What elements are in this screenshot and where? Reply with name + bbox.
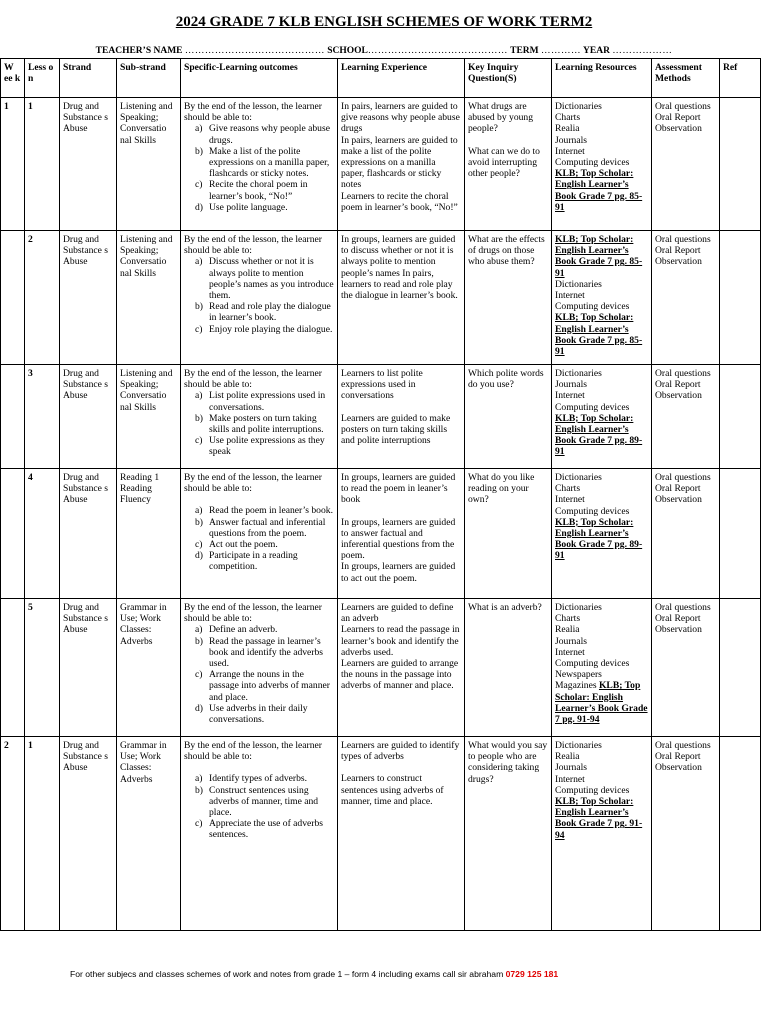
assessment-method: Observation xyxy=(655,624,702,636)
resource-book-link: KLB; Top Scholar: English Learner’s Book Grade 7 pg. 85-91 xyxy=(555,168,643,213)
resource-item: Journals xyxy=(555,134,587,146)
resource-item: Internet xyxy=(555,390,585,402)
inquiry-question: What can we do to avoid interrupting other people? xyxy=(468,145,540,180)
strand-cell: Drug and Substance s Abuse xyxy=(60,365,117,469)
assessment-method: Oral Report xyxy=(655,751,701,763)
table-header-row xyxy=(1,59,761,98)
experience-cell xyxy=(338,599,465,737)
footer-phone: 0729 125 181 xyxy=(505,969,559,979)
spacer xyxy=(468,135,548,146)
outcomes-cell xyxy=(181,599,338,737)
strand-cell: Drug and Substance s Abuse xyxy=(60,737,117,931)
assessment-method: Oral questions xyxy=(655,602,711,613)
outcomes-intro: By the end of the lesson, the learner should be able to: xyxy=(184,602,322,625)
experience-line: In pairs, learners are guided to give reasons why people abuse drugs xyxy=(341,101,460,135)
week-cell xyxy=(1,469,25,599)
inquiry-question: What would you say to people who are considering taking drugs? xyxy=(468,740,548,785)
resource-item: Charts xyxy=(555,112,581,124)
outcomes-list xyxy=(184,624,334,725)
outcome-item: a) Define an adverb. xyxy=(209,624,334,635)
experience-line: Learners to recite the choral poem in learner’s book, “No!” xyxy=(341,190,458,213)
outcome-item: d) Participate in a reading competition. xyxy=(209,550,334,572)
ref-cell xyxy=(720,469,761,599)
strand-cell: Drug and Substance s Abuse xyxy=(60,98,117,231)
inquiry-question: What drugs are abused by young people? xyxy=(468,101,534,135)
document-title: 2024 GRADE 7 KLB ENGLISH SCHEMES OF WORK TERM2 xyxy=(175,14,593,30)
resource-item: Dictionaries xyxy=(555,368,602,379)
inquiry-question: Which polite words do you use? xyxy=(468,368,544,391)
inquiry-cell xyxy=(465,737,552,931)
ref-cell xyxy=(720,231,761,365)
inquiry-question: What do you like reading on your own? xyxy=(468,472,535,506)
table-row xyxy=(1,599,761,737)
year-field: ……………… xyxy=(612,46,673,56)
assessment-cell xyxy=(652,599,720,737)
assessment-cell xyxy=(652,98,720,231)
col-ref: Ref xyxy=(720,59,761,98)
year-label: YEAR xyxy=(583,46,610,56)
outcomes-list xyxy=(184,123,334,213)
strand-cell: Drug and Substance s Abuse xyxy=(60,231,117,365)
col-resources: Learning Resources xyxy=(552,59,652,98)
resource-line xyxy=(555,680,648,725)
substrand-cell: Grammar in Use; Work Classes: Adverbs xyxy=(117,599,181,737)
footer-text: For other subjecs and classes schemes of work and notes from grade 1 – form 4 including exams call sir abraham xyxy=(70,969,504,979)
assessment-cell xyxy=(652,737,720,931)
outcomes-intro: By the end of the lesson, the learner should be able to: xyxy=(184,472,322,495)
substrand-cell: Reading 1 Reading Fluency xyxy=(117,469,181,599)
resource-item: Dictionaries xyxy=(555,740,602,751)
outcomes-list xyxy=(184,390,334,457)
lesson-cell: 5 xyxy=(25,599,60,737)
ref-cell xyxy=(720,737,761,931)
assessment-method: Observation xyxy=(655,494,702,506)
footer-note xyxy=(70,969,558,979)
resources-cell xyxy=(552,365,652,469)
school-field: …………………………………… xyxy=(367,46,508,56)
week-cell xyxy=(1,365,25,469)
outcome-item: d) Use adverbs in their daily conversations. xyxy=(209,703,334,725)
resource-item: Realia xyxy=(555,751,580,763)
experience-line: In pairs, learners are guided to make a list of the polite expressions on a manilla paper, flashcards or sticky notes xyxy=(341,134,458,191)
lesson-cell: 1 xyxy=(25,737,60,931)
term-field: ………… xyxy=(541,46,581,56)
outcome-item: b) Read the passage in learner’s book and identify the adverbs used. xyxy=(209,636,334,670)
assessment-method: Observation xyxy=(655,390,702,402)
lesson-cell: 2 xyxy=(25,231,60,365)
experience-cell xyxy=(338,737,465,931)
outcome-item: b) Read and role play the dialogue in learner’s book. xyxy=(209,301,334,323)
resource-item: Computing devices xyxy=(555,658,630,670)
resource-item: Internet xyxy=(555,773,585,785)
inquiry-cell xyxy=(465,365,552,469)
resource-book-link: KLB; Top Scholar: English Learner’s Book Grade 7 pg. 85-91 xyxy=(555,312,643,358)
ref-cell xyxy=(720,365,761,469)
spacer xyxy=(184,762,334,773)
outcomes-list xyxy=(184,505,334,572)
outcomes-cell xyxy=(181,737,338,931)
assessment-method: Oral Report xyxy=(655,613,701,625)
table-row xyxy=(1,469,761,599)
resources-cell xyxy=(552,231,652,365)
week-cell xyxy=(1,231,25,365)
ref-cell xyxy=(720,98,761,231)
substrand-cell: Listening and Speaking; Conversatio nal Skills xyxy=(117,365,181,469)
assessment-method: Oral questions xyxy=(655,740,711,751)
assessment-method: Oral Report xyxy=(655,112,701,124)
experience-cell xyxy=(338,365,465,469)
week-cell xyxy=(1,599,25,737)
resource-book-link: KLB; Top Scholar: English Learner’s Book Grade 7 pg. 91-94 xyxy=(555,796,643,841)
experience-cell xyxy=(338,469,465,599)
resource-item: Dictionaries xyxy=(555,472,602,483)
resource-item: Realia xyxy=(555,624,580,636)
strand-cell: Drug and Substance s Abuse xyxy=(60,469,117,599)
assessment-method: Observation xyxy=(655,256,702,268)
outcomes-list xyxy=(184,773,334,840)
experience-line: Learners are guided to identify types of adverbs xyxy=(341,740,460,763)
outcome-item: a) Discuss whether or not it is always polite to mention people’s names as you introduce them. xyxy=(209,256,334,301)
outcomes-cell xyxy=(181,365,338,469)
spacer xyxy=(341,762,461,773)
lesson-cell: 1 xyxy=(25,98,60,231)
inquiry-question: What is an adverb? xyxy=(468,602,542,613)
outcomes-cell xyxy=(181,469,338,599)
lesson-cell: 3 xyxy=(25,365,60,469)
experience-line: Learners to list polite expressions used in conversations xyxy=(341,368,423,402)
resources-cell xyxy=(552,469,652,599)
spacer xyxy=(341,506,461,517)
header-fields xyxy=(0,46,768,56)
outcome-item: c) Appreciate the use of adverbs sentences. xyxy=(209,818,334,840)
experience-cell xyxy=(338,98,465,231)
resource-item: Computing devices xyxy=(555,505,630,517)
col-experience: Learning Experience xyxy=(338,59,465,98)
outcomes-intro: By the end of the lesson, the learner should be able to: xyxy=(184,740,322,763)
substrand-cell: Listening and Speaking; Conversatio nal Skills xyxy=(117,98,181,231)
assessment-method: Oral Report xyxy=(655,379,701,391)
col-inquiry: Key Inquiry Question(S) xyxy=(465,59,552,98)
outcome-item: c) Arrange the nouns in the passage into adverbs of manner and place. xyxy=(209,669,334,703)
inquiry-cell xyxy=(465,231,552,365)
assessment-cell xyxy=(652,365,720,469)
resource-item: Computing devices xyxy=(555,157,630,169)
outcomes-intro: By the end of the lesson, the learner should be able to: xyxy=(184,234,322,257)
resource-item: Internet xyxy=(555,290,585,302)
outcomes-intro: By the end of the lesson, the learner should be able to: xyxy=(184,368,322,391)
col-substrand: Sub-strand xyxy=(117,59,181,98)
outcome-item: d) Use polite language. xyxy=(209,202,334,213)
col-week: W ee k xyxy=(1,59,25,98)
resource-item: Journals xyxy=(555,762,587,774)
outcome-item: b) Make posters on turn taking skills and polite interruptions. xyxy=(209,413,334,435)
assessment-method: Oral questions xyxy=(655,368,711,379)
resource-item: Internet xyxy=(555,145,585,157)
resource-item: Magazines xyxy=(555,680,597,692)
assessment-method: Oral questions xyxy=(655,472,711,483)
outcome-item: b) Make a list of the polite expressions on a manilla paper, flashcards or sticky notes. xyxy=(209,146,334,180)
experience-line: Learners to construct sentences using adverbs of manner, time and place. xyxy=(341,773,444,807)
resource-book-link: KLB; Top Scholar: English Learner’s Book Grade 7 pg. 89-91 xyxy=(555,412,643,458)
substrand-cell: Grammar in Use; Work Classes: Adverbs xyxy=(117,737,181,931)
outcome-item: c) Act out the poem. xyxy=(209,539,334,550)
inquiry-cell xyxy=(465,98,552,231)
resource-item: Computing devices xyxy=(555,784,630,796)
experience-line: Learners are guided to define an adverb xyxy=(341,602,454,625)
resource-item: Charts xyxy=(555,613,581,625)
col-assessment: Assessment Methods xyxy=(652,59,720,98)
col-lesson: Less o n xyxy=(25,59,60,98)
outcome-item: a) Read the poem in leaner’s book. xyxy=(209,505,334,516)
strand-cell: Drug and Substance s Abuse xyxy=(60,599,117,737)
spacer xyxy=(184,494,334,505)
assessment-method: Oral questions xyxy=(655,101,711,112)
table-row xyxy=(1,365,761,469)
inquiry-cell xyxy=(465,469,552,599)
outcome-item: b) Construct sentences using adverbs of manner, time and place. xyxy=(209,785,334,819)
resource-item: Dictionaries xyxy=(555,602,602,613)
experience-cell xyxy=(338,231,465,365)
assessment-method: Observation xyxy=(655,123,702,135)
resource-book-link: KLB; Top Scholar: English Learner’s Book Grade 7 pg. 91-94 xyxy=(555,680,648,726)
resource-item: Internet xyxy=(555,646,585,658)
experience-line: In groups, learners are guided to answer factual and inferential questions from the poem. xyxy=(341,516,456,562)
outcome-item: c) Recite the choral poem in learner’s book, “No!” xyxy=(209,179,334,201)
table-row xyxy=(1,231,761,365)
spacer xyxy=(341,402,461,413)
experience-line: In groups, learners are guided to discuss whether or not it is always polite to mention people’s names In pairs, learners to read and role play the dialogue in learner’s book. xyxy=(341,234,458,302)
table-row xyxy=(1,737,761,931)
experience-line: In groups, learners are guided to act out the poem. xyxy=(341,561,456,584)
table-row xyxy=(1,98,761,231)
schemes-table xyxy=(0,58,761,931)
inquiry-cell xyxy=(465,599,552,737)
resource-item: Dictionaries xyxy=(555,101,602,112)
resource-item: Journals xyxy=(555,379,587,391)
resources-cell xyxy=(552,599,652,737)
col-strand: Strand xyxy=(60,59,117,98)
substrand-cell: Listening and Speaking; Conversatio nal Skills xyxy=(117,231,181,365)
school-label: SCHOOL xyxy=(327,46,368,56)
term-label: TERM xyxy=(510,46,539,56)
outcomes-intro: By the end of the lesson, the learner should be able to: xyxy=(184,101,322,124)
resource-item: Dictionaries xyxy=(555,278,602,290)
resource-item: Newspapers xyxy=(555,669,602,681)
week-cell: 2 xyxy=(1,737,25,931)
outcomes-cell xyxy=(181,231,338,365)
col-outcomes: Specific-Learning outcomes xyxy=(181,59,338,98)
outcomes-list xyxy=(184,256,334,334)
resource-book-link: KLB; Top Scholar: English Learner’s Book Grade 7 pg. 85-91 xyxy=(555,234,643,279)
inquiry-question: What are the effects of drugs on those who abuse them? xyxy=(468,234,545,268)
outcome-item: c) Enjoy role playing the dialogue. xyxy=(209,324,334,335)
assessment-method: Observation xyxy=(655,762,702,774)
outcomes-cell xyxy=(181,98,338,231)
outcome-item: b) Answer factual and inferential questions from the poem. xyxy=(209,517,334,539)
outcome-item: a) Identify types of adverbs. xyxy=(209,773,334,784)
resource-item: Computing devices xyxy=(555,401,630,413)
resource-item: Computing devices xyxy=(555,301,630,313)
lesson-cell: 4 xyxy=(25,469,60,599)
outcome-item: a) List polite expressions used in conversations. xyxy=(209,390,334,412)
resource-item: Internet xyxy=(555,494,585,506)
ref-cell xyxy=(720,599,761,737)
assessment-method: Oral Report xyxy=(655,245,701,257)
outcome-item: c) Use polite expressions as they speak xyxy=(209,435,334,457)
week-cell: 1 xyxy=(1,98,25,231)
experience-line: In groups, learners are guided to read the poem in leaner’s book xyxy=(341,472,456,506)
assessment-method: Oral Report xyxy=(655,483,701,495)
resource-item: Charts xyxy=(555,483,581,495)
experience-line: Learners to read the passage in learner’s book and identify the adverbs used. xyxy=(341,624,460,658)
assessment-method: Oral questions xyxy=(655,234,711,245)
experience-line: Learners are guided to make posters on turn taking skills and polite interruptions xyxy=(341,412,451,447)
outcome-item: a) Give reasons why people abuse drugs. xyxy=(209,123,334,145)
resource-item: Realia xyxy=(555,123,580,135)
resources-cell xyxy=(552,98,652,231)
teacher-label: TEACHER’S NAME xyxy=(95,46,183,56)
resources-cell xyxy=(552,737,652,931)
resource-book-link: KLB; Top Scholar: English Learner’s Book Grade 7 pg. 89-91 xyxy=(555,516,643,562)
assessment-cell xyxy=(652,469,720,599)
teacher-field: …………………………………… xyxy=(184,46,325,56)
assessment-cell xyxy=(652,231,720,365)
experience-line: Learners are guided to arrange the nouns in the passage into adverbs of manner and place. xyxy=(341,658,459,692)
resource-item: Journals xyxy=(555,635,587,647)
